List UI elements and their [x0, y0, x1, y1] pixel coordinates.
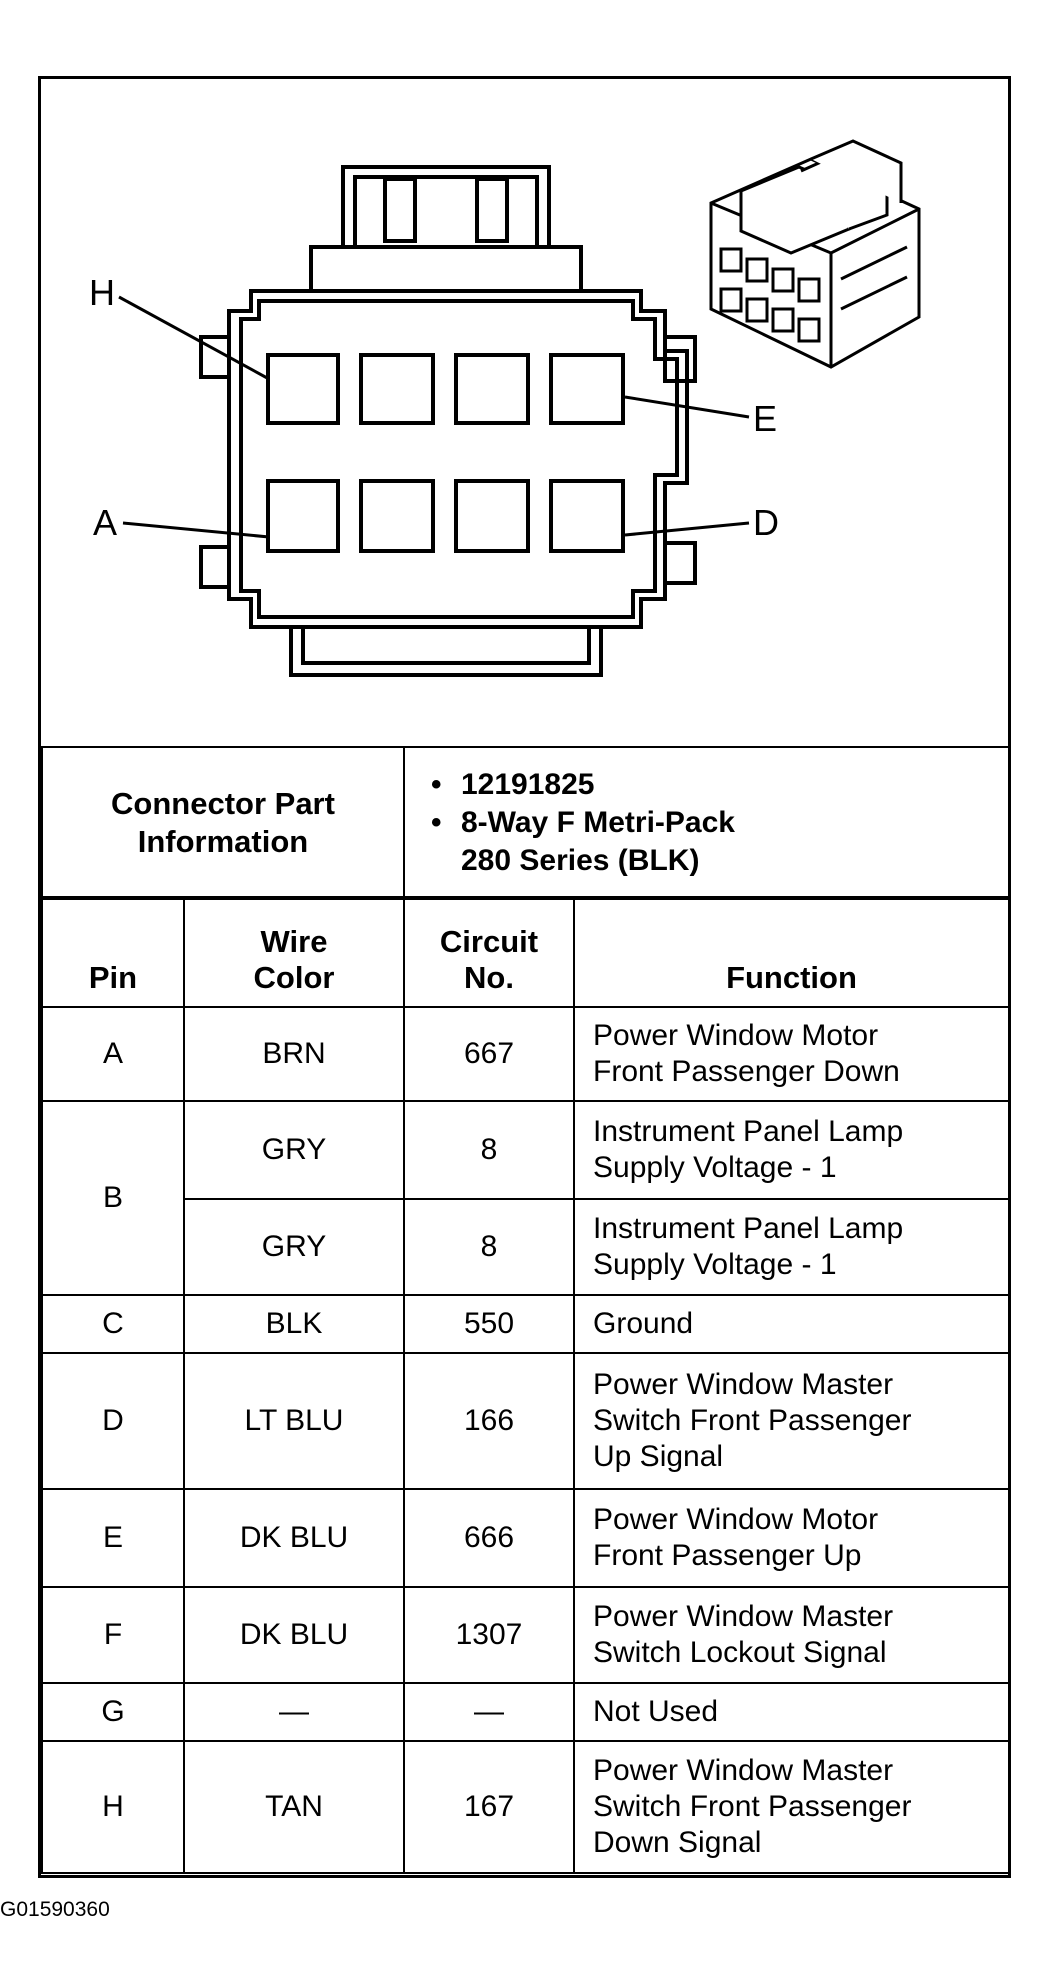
table-row: [42, 1353, 1009, 1489]
cell-wire-color: GRY: [184, 1101, 404, 1199]
cell-wire-color: BLK: [184, 1295, 404, 1353]
cell-pin: G: [42, 1683, 184, 1741]
pin-label-d: D: [753, 502, 779, 543]
connector-info-details: [404, 747, 1009, 899]
header-pin: Pin: [42, 897, 184, 1007]
cell-function: [574, 1101, 1009, 1199]
header-circuit-line: Circuit: [439, 924, 539, 959]
cell-function: [574, 1683, 1009, 1741]
connector-isometric-view: [711, 141, 919, 367]
header-function: Function: [574, 897, 1009, 1007]
cavity-e: [551, 355, 623, 423]
pin-table: [41, 896, 1010, 1874]
connector-type: [461, 804, 1008, 880]
cell-pin: D: [42, 1353, 184, 1489]
function-line: Power Window Master: [593, 1600, 894, 1633]
function-line: Down Signal: [593, 1826, 762, 1859]
cell-function: [574, 1489, 1009, 1587]
cell-circuit: 550: [404, 1295, 574, 1353]
cell-pin: H: [42, 1741, 184, 1873]
cell-pin: E: [42, 1489, 184, 1587]
connector-part-number: • 12191825: [461, 766, 1008, 804]
cell-wire-color: DK BLU: [184, 1587, 404, 1683]
cell-circuit: 1307: [404, 1587, 574, 1683]
function-line: Up Signal: [593, 1440, 724, 1473]
function-line: Switch Lockout Signal: [593, 1636, 887, 1669]
pin-label-h: H: [89, 272, 115, 313]
cell-wire-color: DK BLU: [184, 1489, 404, 1587]
connector-info-label: [42, 747, 404, 899]
header-circuit: [404, 897, 574, 1007]
pin-cavities: [268, 355, 623, 551]
cell-function: [574, 1741, 1009, 1873]
cell-function: [574, 1587, 1009, 1683]
diagram-frame: [38, 76, 1011, 1878]
cell-wire-color: BRN: [184, 1007, 404, 1101]
cavity-c: [456, 481, 528, 551]
function-line: Power Window Motor: [593, 1503, 879, 1536]
table-row: [42, 1199, 1009, 1295]
pin-label-e: E: [753, 398, 778, 439]
cell-wire-color: —: [184, 1683, 404, 1741]
connector-type-line: • 8-Way F Metri-Pack: [461, 806, 735, 839]
table-row: [42, 1007, 1009, 1101]
cell-circuit: 8: [404, 1199, 574, 1295]
connector-type-line: 280 Series (BLK): [461, 844, 700, 877]
table-row: [42, 1295, 1009, 1353]
header-wire-color-line: Color: [253, 960, 335, 995]
function-line: Power Window Master: [593, 1754, 894, 1787]
cell-wire-color: GRY: [184, 1199, 404, 1295]
table-row: [42, 1587, 1009, 1683]
cell-function: [574, 1295, 1009, 1353]
cavity-a: [268, 481, 338, 551]
function-line: Supply Voltage - 1: [593, 1248, 837, 1281]
connector-info-label-line: Information: [137, 824, 309, 859]
cell-circuit: 167: [404, 1741, 574, 1873]
cell-pin: B: [42, 1101, 184, 1295]
cavity-f: [456, 355, 528, 423]
cell-wire-color: LT BLU: [184, 1353, 404, 1489]
header-wire-color: [184, 897, 404, 1007]
figure-caption: G01590360: [0, 1898, 110, 1921]
cell-pin: C: [42, 1295, 184, 1353]
function-line: Power Window Master: [593, 1368, 894, 1401]
cell-function: [574, 1353, 1009, 1489]
table-row: [42, 1101, 1009, 1199]
connector-figure: [41, 79, 1008, 746]
cell-pin: F: [42, 1587, 184, 1683]
cell-function: [574, 1199, 1009, 1295]
cell-wire-color: TAN: [184, 1741, 404, 1873]
cavity-g: [361, 355, 433, 423]
connector-info-row: [42, 747, 1009, 899]
connector-info-table: [41, 746, 1010, 900]
function-line: Front Passenger Up: [593, 1539, 862, 1572]
cell-pin: A: [42, 1007, 184, 1101]
table-row: [42, 1741, 1009, 1873]
cell-circuit: —: [404, 1683, 574, 1741]
function-line: Instrument Panel Lamp: [593, 1115, 904, 1148]
connector-face-drawing: [41, 79, 1008, 746]
function-line: Switch Front Passenger: [593, 1790, 912, 1823]
function-line: Not Used: [593, 1695, 719, 1728]
connector-latch: [311, 167, 581, 291]
pin-label-a: A: [93, 502, 118, 543]
cavity-d: [551, 481, 623, 551]
function-line: Instrument Panel Lamp: [593, 1212, 904, 1245]
cell-function: [574, 1007, 1009, 1101]
header-circuit-line: No.: [464, 960, 514, 995]
table-row: [42, 1683, 1009, 1741]
cell-circuit: 666: [404, 1489, 574, 1587]
table-row: [42, 1489, 1009, 1587]
cell-circuit: 8: [404, 1101, 574, 1199]
cell-circuit: 667: [404, 1007, 574, 1101]
cavity-b: [361, 481, 433, 551]
function-line: Front Passenger Down: [593, 1055, 900, 1088]
connector-info-label-line: Connector Part: [111, 786, 335, 821]
cavity-h: [268, 355, 338, 423]
cell-circuit: 166: [404, 1353, 574, 1489]
function-line: Ground: [593, 1307, 694, 1340]
pin-table-header: [42, 897, 1009, 1007]
function-line: Supply Voltage - 1: [593, 1151, 837, 1184]
header-wire-color-line: Wire: [260, 924, 328, 959]
function-line: Power Window Motor: [593, 1019, 879, 1052]
function-line: Switch Front Passenger: [593, 1404, 912, 1437]
